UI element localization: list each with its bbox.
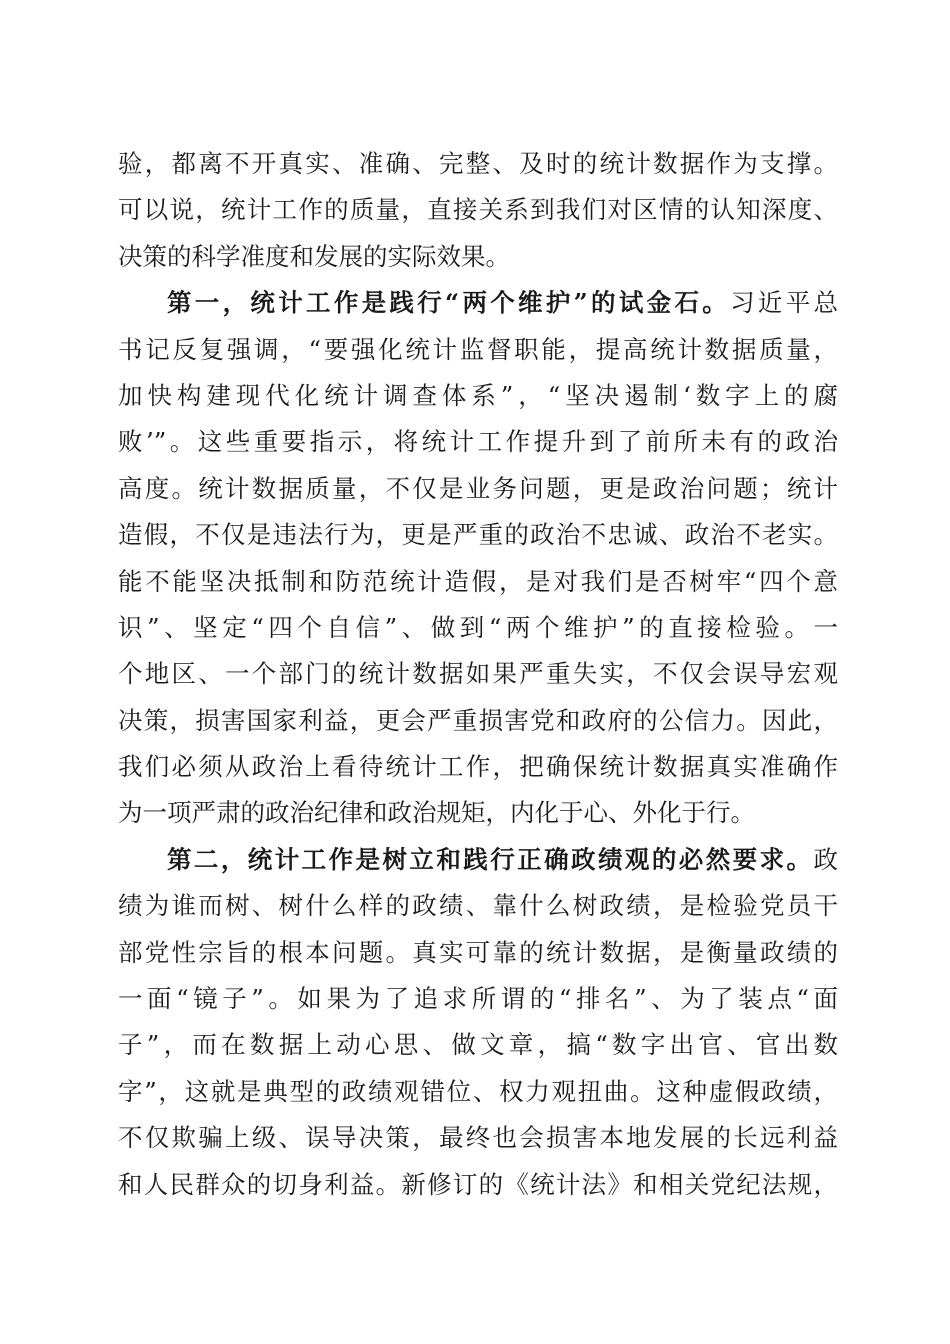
text-line: 部党性宗旨的根本问题。真实可靠的统计数据，是衡量政绩的 [118,937,838,967]
text-line: 验，都离不开真实、准确、完整、及时的统计数据作为支撑。 [118,149,838,178]
text-line: 高度。统计数据质量，不仅是业务问题，更是政治问题；统计 [118,473,838,503]
text-line: 书记反复强调，“要强化统计监督职能，提高统计数据质量， [118,334,838,364]
text-line: 和人民群众的切身利益。新修订的《统计法》和相关党纪法规， [118,1169,838,1199]
text-line: 绩为谁而树、树什么样的政绩、靠什么树政绩，是检验党员干 [118,891,838,921]
text-line: 我们必须从政治上看待统计工作，把确保统计数据真实准确作 [118,752,838,782]
paragraph-intro [118,141,838,280]
text-line: 加快构建现代化统计调查体系”，“坚决遏制‘数字上的腐 [118,380,838,410]
paragraph-heading: 第二，统计工作是树立和践行正确政绩观的必然要求。 [167,844,814,874]
paragraph-second-point [118,837,838,1208]
text-line: 个地区、一个部门的统计数据如果严重失实，不仅会误导宏观 [118,659,838,689]
paragraph-first-point [118,280,838,837]
paragraph-heading: 第一，统计工作是践行“两个维护”的试金石。 [167,288,731,318]
text-line: 子”，而在数据上动心思、做文章，搞“数字出官、官出数 [118,1030,838,1060]
text-line: 字”，这就是典型的政绩观错位、权力观扭曲。这种虚假政绩， [118,1076,838,1106]
text-line: 败’”。这些重要指示，将统计工作提升到了前所未有的政治 [118,427,838,457]
text-line: 能不能坚决抵制和防范统计造假，是对我们是否树牢“四个意 [118,566,838,596]
text-line: 决策，损害国家利益，更会严重损害党和政府的公信力。因此， [118,705,838,735]
text-line: 不仅欺骗上级、误导决策，最终也会损害本地发展的长远利益 [118,1123,838,1153]
text-line: 一面“镜子”。如果为了追求所谓的“排名”、为了装点“面 [118,984,838,1014]
text-line: 可以说，统计工作的质量，直接关系到我们对区情的认知深度、 [118,195,838,225]
text-line: 第二，统计工作是树立和践行正确政绩观的必然要求。政 [167,844,838,874]
text-line: 为一项严肃的政治纪律和政治规矩，内化于心、外化于行。 [118,798,755,828]
text-line: 造假，不仅是违法行为，更是严重的政治不忠诚、政治不老实。 [118,520,838,550]
text-line: 第一，统计工作是践行“两个维护”的试金石。习近平总 [167,288,839,318]
text-line: 识”、坚定“四个自信”、做到“两个维护”的直接检验。一 [118,612,838,642]
text-line: 决策的科学准度和发展的实际效果。 [118,241,510,271]
document-body [118,141,838,1208]
